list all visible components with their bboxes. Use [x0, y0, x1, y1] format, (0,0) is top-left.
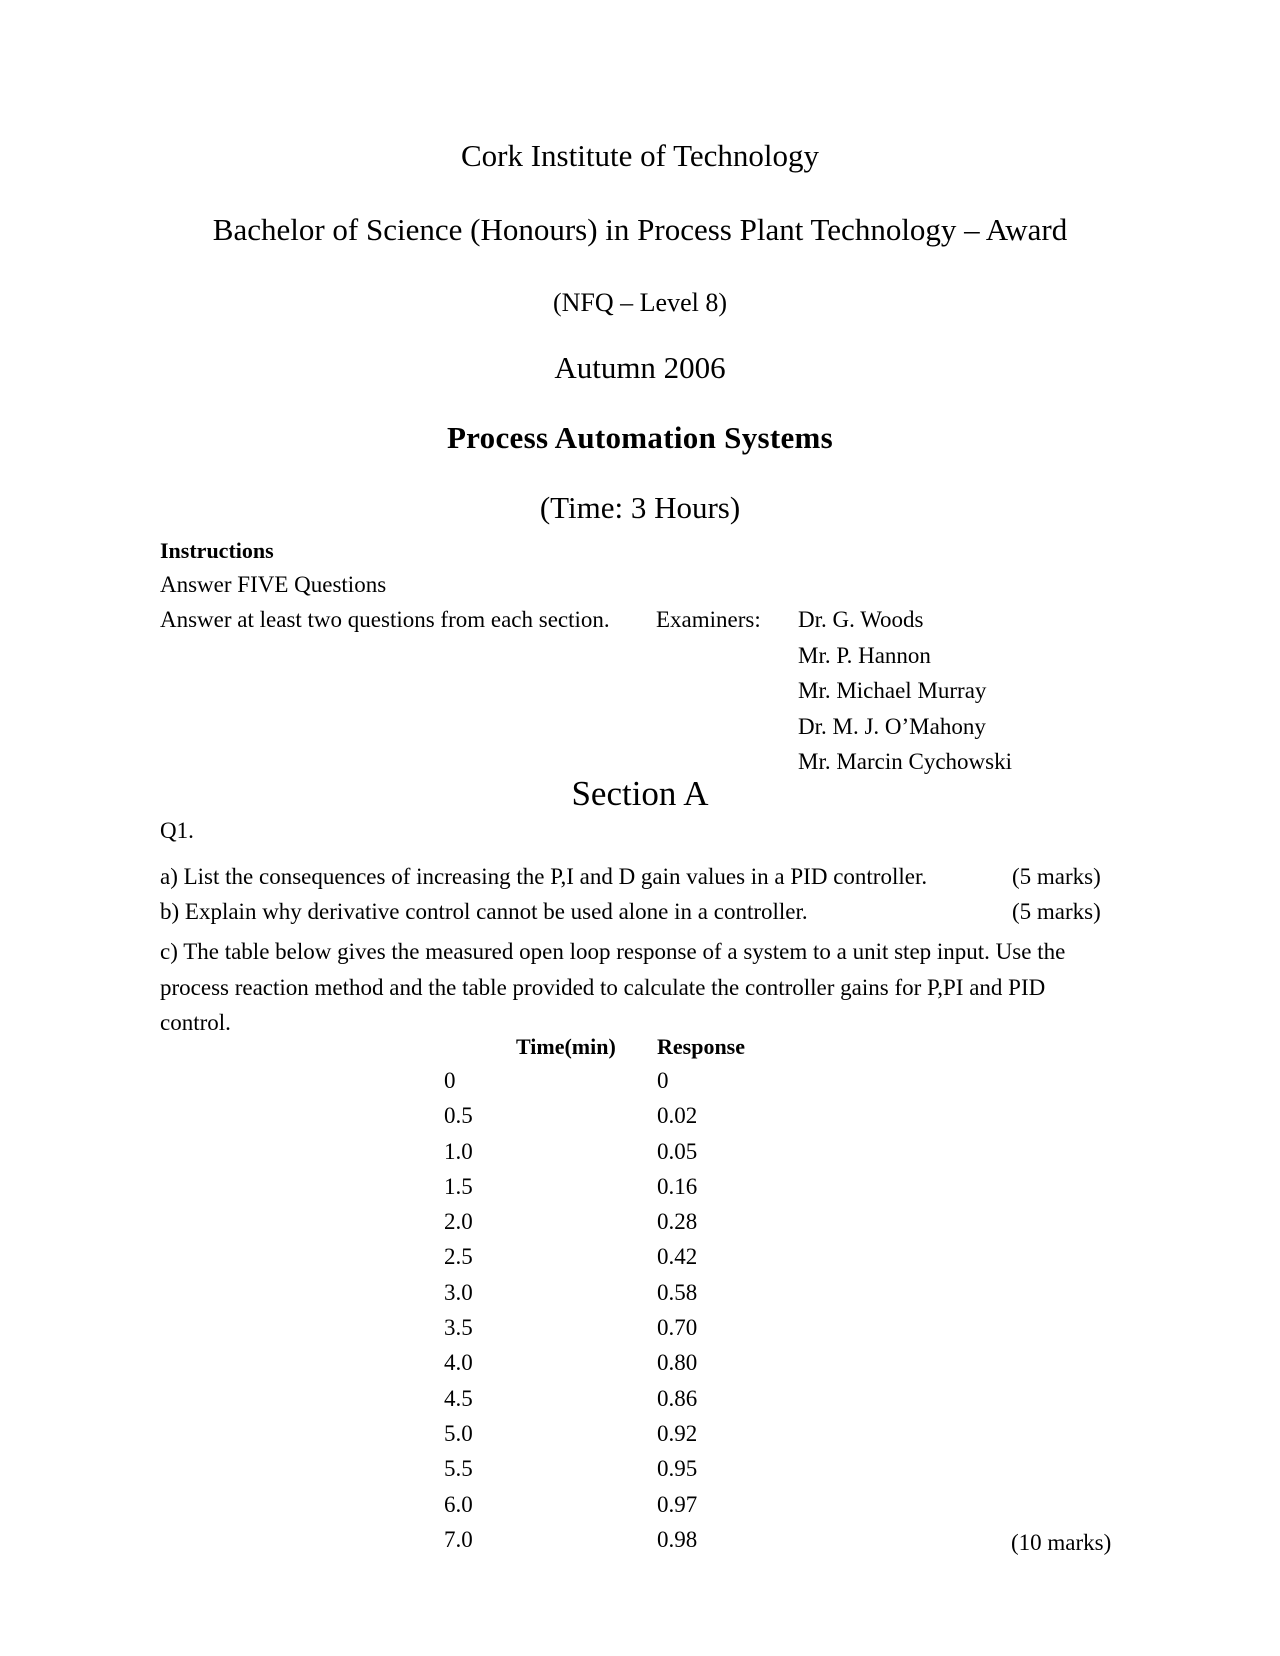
- table-row: [444, 1244, 844, 1279]
- section-title: Section A: [571, 774, 709, 813]
- response-cell: 0.02: [657, 1103, 698, 1129]
- table-row: [444, 1280, 844, 1315]
- subject-title: Process Automation Systems: [446, 420, 834, 455]
- examiner-name: Mr. P. Hannon: [798, 642, 931, 668]
- exam-duration: (Time: 3 Hours): [539, 490, 741, 525]
- nfq-level: (NFQ – Level 8): [552, 288, 727, 317]
- response-cell: 0.97: [657, 1491, 698, 1517]
- response-cell: 0.58: [657, 1279, 698, 1305]
- question-number: Q1.: [160, 818, 194, 843]
- time-cell: 5.5: [444, 1456, 473, 1482]
- time-cell: 1.0: [444, 1138, 473, 1164]
- response-cell: 0.98: [657, 1526, 698, 1552]
- table-row: [444, 1386, 844, 1421]
- examiner-name: Mr. Marcin Cychowski: [798, 749, 1013, 774]
- time-cell: 2.5: [444, 1244, 473, 1270]
- time-cell: 6.0: [444, 1491, 473, 1517]
- response-cell: 0.16: [657, 1173, 698, 1199]
- time-cell: 0: [444, 1068, 456, 1093]
- marks-part-c: (10 marks): [1011, 1530, 1112, 1555]
- examiner-name: Dr. G. Woods: [798, 607, 924, 632]
- examiners-label: Examiners:: [656, 607, 761, 632]
- time-cell: 0.5: [444, 1103, 473, 1129]
- response-cell: 0.28: [657, 1209, 698, 1235]
- response-cell: 0.42: [657, 1244, 698, 1270]
- response-cell: 0.70: [657, 1315, 698, 1341]
- table-row: [444, 1421, 844, 1456]
- examiner-name: Dr. M. J. O’Mahony: [798, 713, 986, 739]
- table-header-time: Time(min): [516, 1034, 616, 1059]
- institute-title: Cork Institute of Technology: [460, 138, 819, 173]
- time-cell: 3.0: [444, 1279, 473, 1305]
- marks-part-b: (5 marks): [1012, 899, 1101, 924]
- response-cell: 0.80: [657, 1350, 698, 1376]
- table-row: [444, 1174, 844, 1209]
- table-row: [444, 1492, 844, 1527]
- time-cell: 3.5: [444, 1315, 473, 1341]
- table-row: [444, 1456, 844, 1491]
- time-cell: 4.5: [444, 1385, 473, 1411]
- examiner-name: Mr. Michael Murray: [798, 678, 987, 703]
- programme-title: Bachelor of Science (Honours) in Process Plant Technology – Award: [212, 212, 1068, 247]
- response-table: [444, 1068, 844, 1562]
- response-cell: 0.05: [657, 1138, 698, 1164]
- table-row: [444, 1068, 844, 1103]
- table-row: [444, 1315, 844, 1350]
- time-cell: 4.0: [444, 1350, 473, 1376]
- instruction-line: Answer at least two questions from each section.: [160, 607, 610, 632]
- table-row: [444, 1103, 844, 1138]
- time-cell: 1.5: [444, 1173, 473, 1199]
- instructions-heading: Instructions: [160, 538, 274, 563]
- question-part-b: b) Explain why derivative control cannot be used alone in a controller.: [160, 899, 808, 924]
- question-part-a: a) List the consequences of increasing the P,I and D gain values in a PID controller.: [160, 864, 928, 889]
- table-row: [444, 1527, 844, 1562]
- time-cell: 5.0: [444, 1420, 473, 1446]
- table-row: [444, 1209, 844, 1244]
- table-header-response: Response: [657, 1034, 746, 1059]
- time-cell: 7.0: [444, 1526, 473, 1552]
- table-row: [444, 1139, 844, 1174]
- instruction-line: Answer FIVE Questions: [160, 572, 387, 597]
- response-cell: 0.86: [657, 1385, 698, 1411]
- exam-term: Autumn 2006: [554, 350, 726, 385]
- time-cell: 2.0: [444, 1209, 473, 1235]
- question-part-c: c) The table below gives the measured open loop response of a system to a unit step input. Use the process reaction method and the table provided to calculate the controller gains for P,PI and PID control.: [160, 939, 1066, 1035]
- marks-part-a: (5 marks): [1012, 864, 1101, 889]
- table-row: [444, 1350, 844, 1385]
- response-cell: 0: [657, 1068, 669, 1093]
- examiners-list: [798, 607, 1012, 785]
- response-cell: 0.92: [657, 1420, 698, 1446]
- response-cell: 0.95: [657, 1456, 698, 1482]
